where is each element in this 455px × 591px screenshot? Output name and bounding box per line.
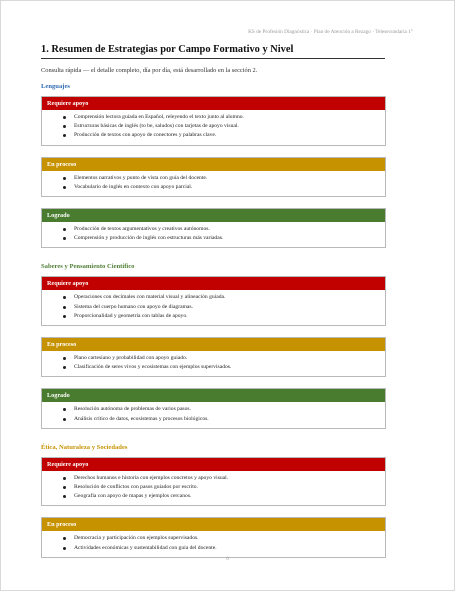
strategy-list bbox=[42, 110, 385, 145]
list-item bbox=[42, 534, 385, 543]
bullet-icon bbox=[63, 186, 66, 189]
list-item bbox=[42, 544, 385, 553]
level-box-en-proceso bbox=[41, 157, 386, 197]
area-title: Lenguajes bbox=[41, 83, 70, 90]
item-text: Geografía con apoyo de mapas y ejemplos cercanos. bbox=[74, 493, 192, 500]
list-item bbox=[42, 131, 385, 140]
level-box-requiere-apoyo bbox=[41, 276, 386, 326]
bullet-icon bbox=[63, 495, 66, 498]
bullet-icon bbox=[63, 134, 66, 137]
list-item bbox=[42, 312, 385, 321]
item-text: Estructuras básicas de inglés (to be, saludos) con tarjetas de apoyo visual. bbox=[74, 123, 239, 130]
strategy-list bbox=[42, 351, 385, 376]
item-text: Resolución de conflictos con pasos guiados por escrito. bbox=[74, 484, 198, 491]
area-saberes-pensamiento-cientifico bbox=[41, 263, 386, 428]
bullet-icon bbox=[63, 477, 66, 480]
item-text: Análisis crítico de datos, ecosistemas y procesos biológicos. bbox=[74, 415, 209, 422]
bullet-icon bbox=[63, 357, 66, 360]
item-text: Sistema del cuerpo humano con apoyo de diagramas. bbox=[74, 303, 193, 310]
bullet-icon bbox=[63, 125, 66, 128]
list-item bbox=[42, 303, 385, 312]
list-item bbox=[42, 492, 385, 501]
item-text: Operaciones con decimales con material visual y alineación guiada. bbox=[74, 294, 226, 301]
list-item bbox=[42, 234, 385, 243]
level-box-logrado bbox=[41, 208, 386, 248]
list-item bbox=[42, 293, 385, 302]
level-header: En proceso bbox=[42, 338, 385, 351]
bullet-icon bbox=[63, 366, 66, 369]
level-box-logrado bbox=[41, 388, 386, 428]
strategy-list bbox=[42, 290, 385, 325]
strategy-summary bbox=[41, 83, 386, 573]
area-etica-naturaleza-sociedades bbox=[41, 444, 386, 558]
level-box-en-proceso bbox=[41, 337, 386, 377]
bullet-icon bbox=[63, 408, 66, 411]
level-header: Logrado bbox=[42, 209, 385, 222]
level-header: Logrado bbox=[42, 389, 385, 402]
list-item bbox=[42, 174, 385, 183]
strategy-list bbox=[42, 222, 385, 247]
list-item bbox=[42, 225, 385, 234]
list-item bbox=[42, 415, 385, 424]
bullet-icon bbox=[63, 418, 66, 421]
bullet-icon bbox=[63, 237, 66, 240]
level-header: En proceso bbox=[42, 158, 385, 171]
strategy-list bbox=[42, 531, 385, 556]
list-item bbox=[42, 474, 385, 483]
bullet-icon bbox=[63, 537, 66, 540]
list-item bbox=[42, 363, 385, 372]
item-text: Democracia y participación con ejemplos supervisados. bbox=[74, 535, 199, 542]
bullet-icon bbox=[63, 306, 66, 309]
bullet-icon bbox=[63, 547, 66, 550]
level-header: Requiere apoyo bbox=[42, 458, 385, 471]
area-title: Ética, Naturaleza y Sociedades bbox=[41, 443, 128, 451]
area-lenguajes bbox=[41, 83, 386, 248]
item-text: Producción de textos argumentativos y creativos autónomos. bbox=[74, 226, 210, 233]
area-title: Saberes y Pensamiento Científico bbox=[41, 263, 135, 271]
level-header: Requiere apoyo bbox=[42, 277, 385, 290]
item-text: Clasificación de seres vivos y ecosistemas con ejemplos supervisados. bbox=[74, 364, 232, 371]
list-item bbox=[42, 183, 385, 192]
item-text: Derechos humanos e historia con ejemplos concretos y apoyo visual. bbox=[74, 474, 229, 481]
bullet-icon bbox=[63, 296, 66, 299]
list-item bbox=[42, 113, 385, 122]
item-text: Actividades económicas y sustentabilidad con guía del docente. bbox=[74, 544, 217, 551]
page-number: 6 bbox=[226, 557, 229, 562]
bullet-icon bbox=[63, 116, 66, 119]
intro-paragraph: Consulta rápida — el detalle completo, día por día, está desarrollado en la sección 2. bbox=[41, 67, 258, 74]
bullet-icon bbox=[63, 177, 66, 180]
list-item bbox=[42, 483, 385, 492]
strategy-list bbox=[42, 402, 385, 427]
bullet-icon bbox=[63, 315, 66, 318]
list-item bbox=[42, 405, 385, 414]
section-title: 1. Resumen de Estrategias por Campo Formativo y Nivel bbox=[41, 44, 385, 59]
item-text: Resolución autónoma de problemas de varios pasos. bbox=[74, 406, 191, 413]
running-header: KS de Profesión Diagnóstica · Plan de Atención a Rezago · Telesecundaria 1° bbox=[248, 29, 413, 35]
bullet-icon bbox=[63, 486, 66, 489]
list-item bbox=[42, 354, 385, 363]
item-text: Proporcionalidad y geometría con tablas de apoyo. bbox=[74, 312, 188, 319]
strategy-list bbox=[42, 471, 385, 506]
level-box-requiere-apoyo bbox=[41, 457, 386, 507]
list-item bbox=[42, 122, 385, 131]
level-header: Requiere apoyo bbox=[42, 97, 385, 110]
item-text: Producción de textos con apoyo de conectores y palabras clave. bbox=[74, 132, 217, 139]
item-text: Elementos narrativos y punto de vista con guía del docente. bbox=[74, 174, 208, 181]
bullet-icon bbox=[63, 228, 66, 231]
item-text: Vocabulario de inglés en contexto con apoyo parcial. bbox=[74, 183, 193, 190]
strategy-list bbox=[42, 171, 385, 196]
item-text: Comprensión lectora guiada en Español, releyendo el texto junto al alumno. bbox=[74, 114, 244, 120]
item-text: Comprensión y producción de inglés con estructuras más variadas. bbox=[74, 235, 224, 242]
item-text: Plano cartesiano y probabilidad con apoyo guiado. bbox=[74, 355, 188, 362]
level-box-en-proceso bbox=[41, 517, 386, 557]
level-header: En proceso bbox=[42, 518, 385, 531]
level-box-requiere-apoyo bbox=[41, 96, 386, 146]
